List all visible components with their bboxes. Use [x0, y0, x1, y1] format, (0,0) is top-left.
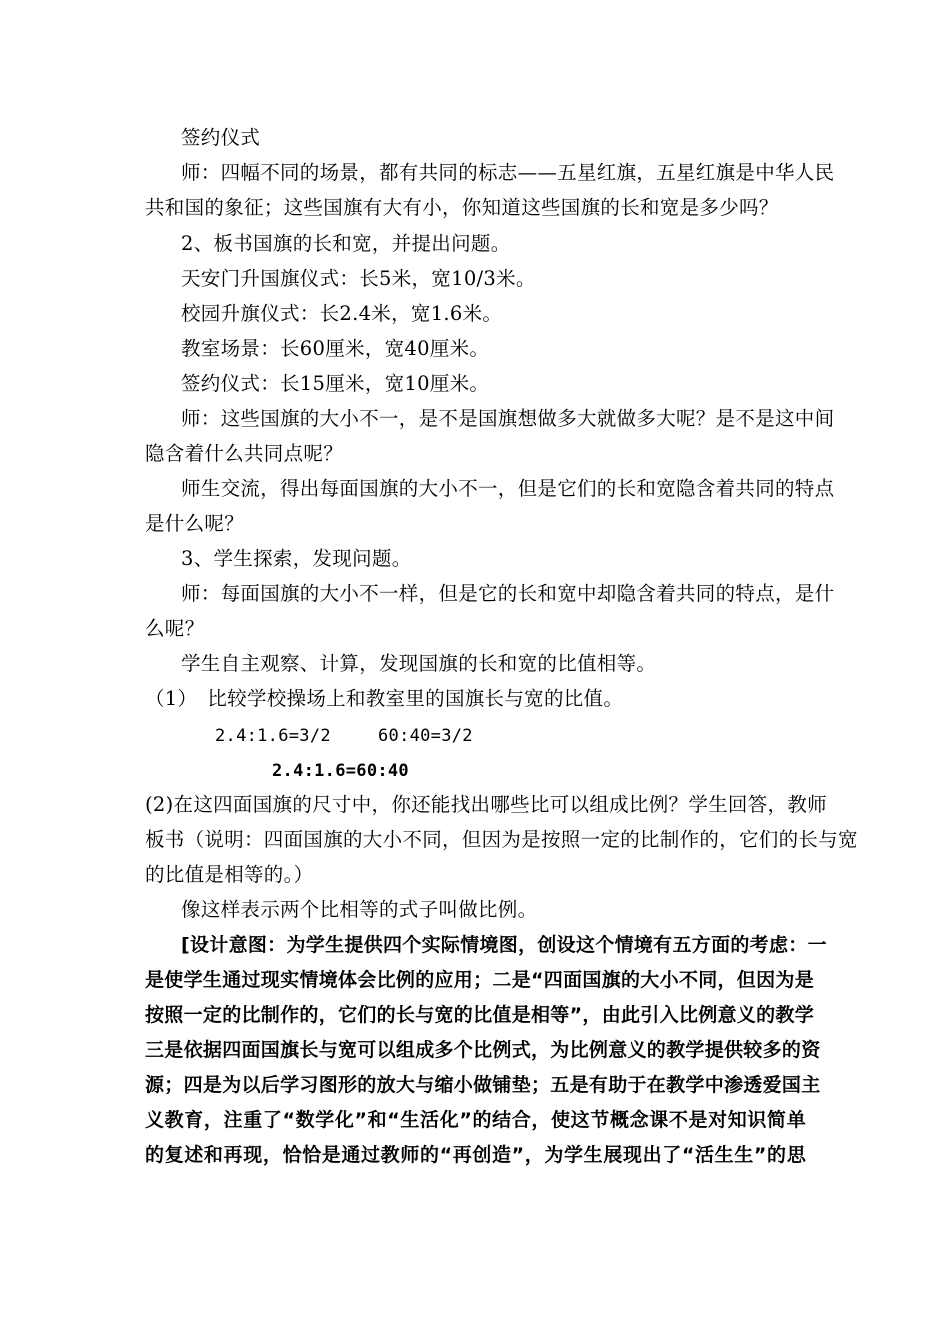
design-intent-line: 按照一定的比制作的，它们的长与宽的比值是相等”，由此引入比例意义的教学 — [145, 1004, 814, 1026]
design-intent-line: 的复述和再现，恰恰是通过教师的“再创造”，为学生展现出了“活生生”的思 — [145, 1144, 806, 1166]
text-line: 3、学生探索，发现问题。 — [181, 547, 412, 570]
text-line: 师：每面国旗的大小不一样，但是它的长和宽中却隐含着共同的特点，是什 — [181, 582, 835, 605]
formula-line: 2.4:1.6=3/2 — [215, 726, 331, 746]
text-line: 校园升旗仪式：长2.4米，宽1.6米。 — [181, 302, 503, 325]
text-line: 板书（说明：四面国旗的大小不同，但因为是按照一定的比制作的，它们的长与宽 — [145, 828, 858, 851]
text-line: (2)在这四面国旗的尺寸中，你还能找出哪些比可以组成比例？学生回答，教师 — [145, 793, 827, 816]
design-intent-line: 源；四是为以后学习图形的放大与缩小做铺垫；五是有助于在教学中渗透爱国主 — [145, 1074, 821, 1096]
text-line: 师生交流，得出每面国旗的大小不一，但是它们的长和宽隐含着共同的特点 — [181, 477, 835, 500]
text-line: 隐含着什么共同点呢？ — [145, 442, 344, 465]
text-line: 像这样表示两个比相等的式子叫做比例。 — [181, 898, 538, 921]
formula-line: 60:40=3/2 — [378, 726, 473, 746]
text-line: （1） 比较学校操场上和教室里的国旗长与宽的比值。 — [145, 687, 624, 710]
text-line: 么呢？ — [145, 617, 205, 640]
text-line: 学生自主观察、计算，发现国旗的长和宽的比值相等。 — [181, 652, 657, 675]
text-line: 2、板书国旗的长和宽，并提出问题。 — [181, 232, 511, 255]
text-line: 共和国的象征；这些国旗有大有小，你知道这些国旗的长和宽是多少吗？ — [145, 196, 779, 219]
text-line: 教室场景：长60厘米，宽40厘米。 — [181, 337, 490, 360]
text-line: 签约仪式：长15厘米，宽10厘米。 — [181, 372, 490, 395]
text-line: 是什么呢？ — [145, 512, 245, 535]
text-line: 师：四幅不同的场景，都有共同的标志——五星红旗，五星红旗是中华人民 — [181, 161, 835, 184]
text-line: 的比值是相等的。） — [145, 863, 314, 886]
text-line: 师：这些国旗的大小不一，是不是国旗想做多大就做多大呢？是不是这中间 — [181, 407, 835, 430]
design-intent-line: 义教育，注重了“数学化”和“生活化”的结合，使这节概念课不是对知识简单 — [145, 1109, 806, 1131]
design-intent-line: 是使学生通过现实情境体会比例的应用；二是“四面国旗的大小不同，但因为是 — [145, 969, 814, 991]
design-intent-line: 三是依据四面国旗长与宽可以组成多个比例式，为比例意义的教学提供较多的资 — [145, 1039, 821, 1061]
text-line: 签约仪式 — [181, 126, 261, 149]
text-line: 天安门升国旗仪式：长5米，宽10/3米。 — [181, 267, 536, 290]
design-intent-line: [设计意图：为学生提供四个实际情境图，创设这个情境有五方面的考虑：一 — [181, 934, 827, 956]
formula-line-bold: 2.4:1.6=60:40 — [272, 761, 409, 781]
